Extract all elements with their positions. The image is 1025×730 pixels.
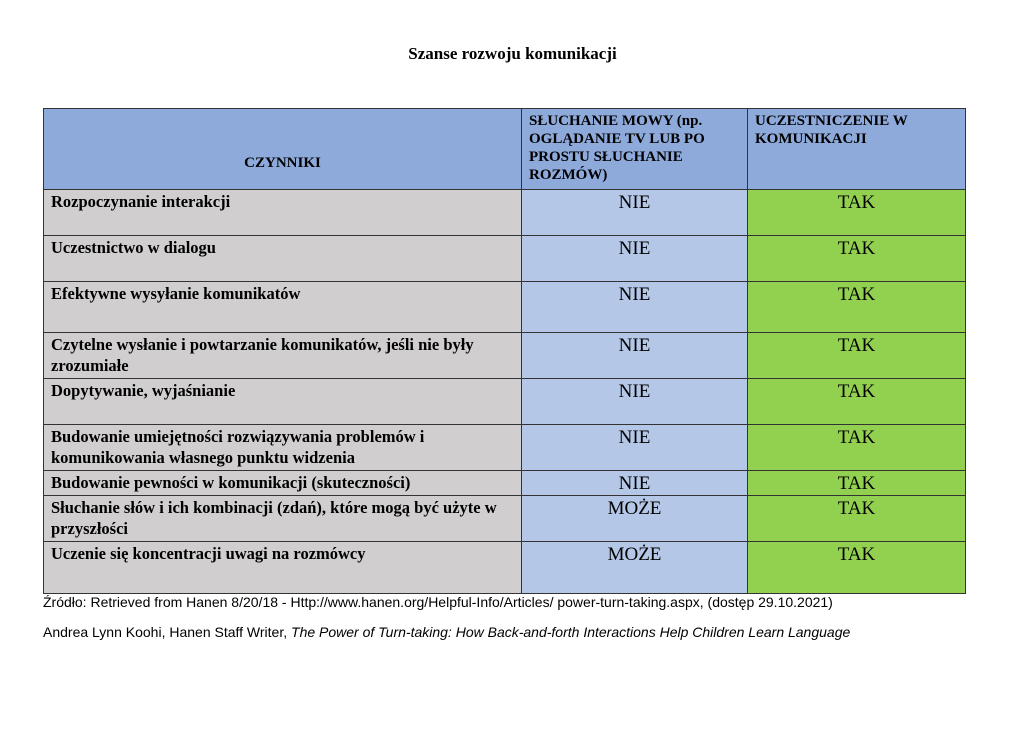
factor-cell: Dopytywanie, wyjaśnianie xyxy=(44,379,522,425)
listening-cell: NIE xyxy=(522,333,748,379)
table-row xyxy=(44,425,966,471)
table-row xyxy=(44,496,966,542)
participation-cell: TAK xyxy=(748,333,966,379)
listening-cell: NIE xyxy=(522,379,748,425)
listening-cell: NIE xyxy=(522,282,748,333)
participation-cell: TAK xyxy=(748,379,966,425)
listening-cell: NIE xyxy=(522,190,748,236)
table-row xyxy=(44,282,966,333)
header-listening: SŁUCHANIE MOWY (np. OGLĄDANIE TV LUB PO PROSTU SŁUCHANIE ROZMÓW) xyxy=(522,109,748,190)
participation-cell: TAK xyxy=(748,190,966,236)
listening-cell: NIE xyxy=(522,425,748,471)
listening-cell: NIE xyxy=(522,471,748,496)
participation-cell: TAK xyxy=(748,282,966,333)
factor-cell: Rozpoczynanie interakcji xyxy=(44,190,522,236)
participation-cell: TAK xyxy=(748,236,966,282)
table-row xyxy=(44,190,966,236)
factor-cell: Słuchanie słów i ich kombinacji (zdań), które mogą być użyte w przyszłości xyxy=(44,496,522,542)
participation-cell: TAK xyxy=(748,496,966,542)
factor-cell: Budowanie umiejętności rozwiązywania problemów i komunikowania własnego punktu widzenia xyxy=(44,425,522,471)
factor-cell: Czytelne wysłanie i powtarzanie komunikatów, jeśli nie były zrozumiałe xyxy=(44,333,522,379)
participation-cell: TAK xyxy=(748,542,966,594)
table-header-row xyxy=(44,109,966,190)
listening-cell: NIE xyxy=(522,236,748,282)
source-note: Źródło: Retrieved from Hanen 8/20/18 - Http://www.hanen.org/Helpful-Info/Articles/ power-turn-taking.aspx, (dostęp 29.10.2021) xyxy=(43,594,833,610)
listening-cell: MOŻE xyxy=(522,542,748,594)
table-row xyxy=(44,333,966,379)
table-row xyxy=(44,471,966,496)
page-title: Szanse rozwoju komunikacji xyxy=(408,44,617,63)
participation-cell: TAK xyxy=(748,471,966,496)
listening-cell: MOŻE xyxy=(522,496,748,542)
participation-cell: TAK xyxy=(748,425,966,471)
table-row xyxy=(44,236,966,282)
factor-cell: Budowanie pewności w komunikacji (skuteczności) xyxy=(44,471,522,496)
author-citation xyxy=(43,624,850,640)
table-row xyxy=(44,379,966,425)
author-name: Andrea Lynn Koohi, Hanen Staff Writer, xyxy=(43,624,292,640)
factor-cell: Efektywne wysyłanie komunikatów xyxy=(44,282,522,333)
header-factors: CZYNNIKI xyxy=(44,109,522,190)
article-title: The Power of Turn-taking: How Back-and-forth Interactions Help Children Learn Language xyxy=(291,624,851,640)
table-row xyxy=(44,542,966,594)
header-participation: UCZESTNICZENIE W KOMUNIKACJI xyxy=(748,109,966,190)
comparison-table xyxy=(43,108,966,594)
factor-cell: Uczestnictwo w dialogu xyxy=(44,236,522,282)
factor-cell: Uczenie się koncentracji uwagi na rozmówcy xyxy=(44,542,522,594)
